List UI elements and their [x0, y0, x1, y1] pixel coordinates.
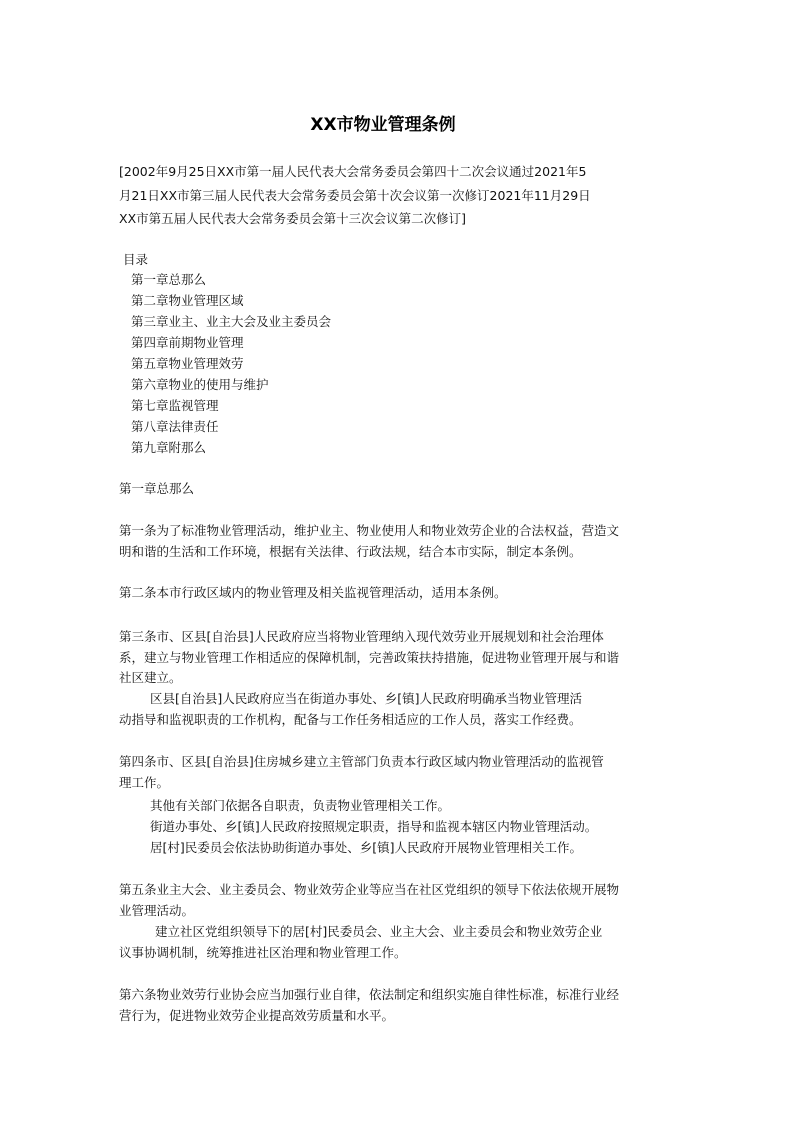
article-line: 第五条业主大会、业主委员会、物业效劳企业等应当在社区党组织的领导下依法依规开展物	[119, 882, 620, 897]
article-line: 业管理活动。	[119, 903, 195, 918]
article-line: 区县[自治县]人民政府应当在街道办事处、乡[镇]人民政府明确承当物业管理活	[150, 691, 583, 706]
article-line: 第四条市、区县[自治县]住房城乡建立主管部门负责本行政区域内物业管理活动的监视管	[119, 754, 604, 769]
article-line: 建立社区党组织领导下的居[村]民委员会、业主大会、业主委员会和物业效劳企业	[155, 924, 603, 939]
article-line: 第三条市、区县[自治县]人民政府应当将物业管理纳入现代效劳业开展规划和社会治理体	[119, 629, 604, 644]
toc-item: 第六章物业的使用与维护	[131, 377, 269, 392]
chapter-heading: 第一章总那么	[119, 481, 195, 496]
article-line: 明和谐的生活和工作环境，根据有关法律、行政法规，结合本市实际，制定本条例。	[119, 544, 582, 559]
article-line: 街道办事处、乡[镇]人民政府按照规定职责，指导和监视本辖区内物业管理活动。	[150, 819, 598, 834]
article-line: 动指导和监视职责的工作机构，配备与工作任务相适应的工作人员，落实工作经费。	[119, 712, 582, 727]
article-line: 居[村]民委员会依法协助街道办事处、乡[镇]人民政府开展物业管理相关工作。	[150, 840, 583, 855]
toc-item: 第二章物业管理区域	[131, 293, 244, 308]
toc-item: 第八章法律责任	[131, 419, 219, 434]
preamble-line: [2002年9月25日XX市第一届人民代表大会常务委员会第四十二次会议通过2021年5	[119, 164, 587, 179]
article-line: 议事协调机制，统筹推进社区治理和物业管理工作。	[119, 945, 407, 960]
article-line: 其他有关部门依据各自职责，负责物业管理相关工作。	[150, 798, 451, 813]
article-line: 第一条为了标准物业管理活动，维护业主、物业使用人和物业效劳企业的合法权益，营造文	[119, 523, 620, 538]
document-title: XX市物业管理条例	[310, 115, 456, 135]
article-line: 第二条本市行政区域内的物业管理及相关监视管理活动，适用本条例。	[119, 585, 507, 600]
article-line: 社区建立。	[119, 670, 182, 685]
toc-item: 第四章前期物业管理	[131, 335, 244, 350]
toc-item: 第三章业主、业主大会及业主委员会	[131, 314, 332, 329]
toc-item: 第一章总那么	[131, 272, 207, 287]
article-line: 系，建立与物业管理工作相适应的保障机制，完善政策扶持措施，促进物业管理开展与和谐	[119, 650, 620, 665]
toc-heading: 目录	[123, 252, 149, 267]
article-line: 理工作。	[119, 775, 170, 790]
preamble-line: 月21日XX市第三届人民代表大会常务委员会第十次会议第一次修订2021年11月29日	[119, 188, 591, 203]
toc-item: 第七章监视管理	[131, 398, 219, 413]
article-line: 第六条物业效劳行业协会应当加强行业自律，依法制定和组织实施自律性标准，标准行业经	[119, 987, 620, 1002]
article-line: 营行为，促进物业效劳企业提高效劳质量和水平。	[119, 1008, 395, 1023]
preamble-line: XX市第五届人民代表大会常务委员会第十三次会议第二次修订]	[119, 211, 467, 226]
toc-item: 第九章附那么	[131, 440, 207, 455]
toc-item: 第五章物业管理效劳	[131, 356, 244, 371]
